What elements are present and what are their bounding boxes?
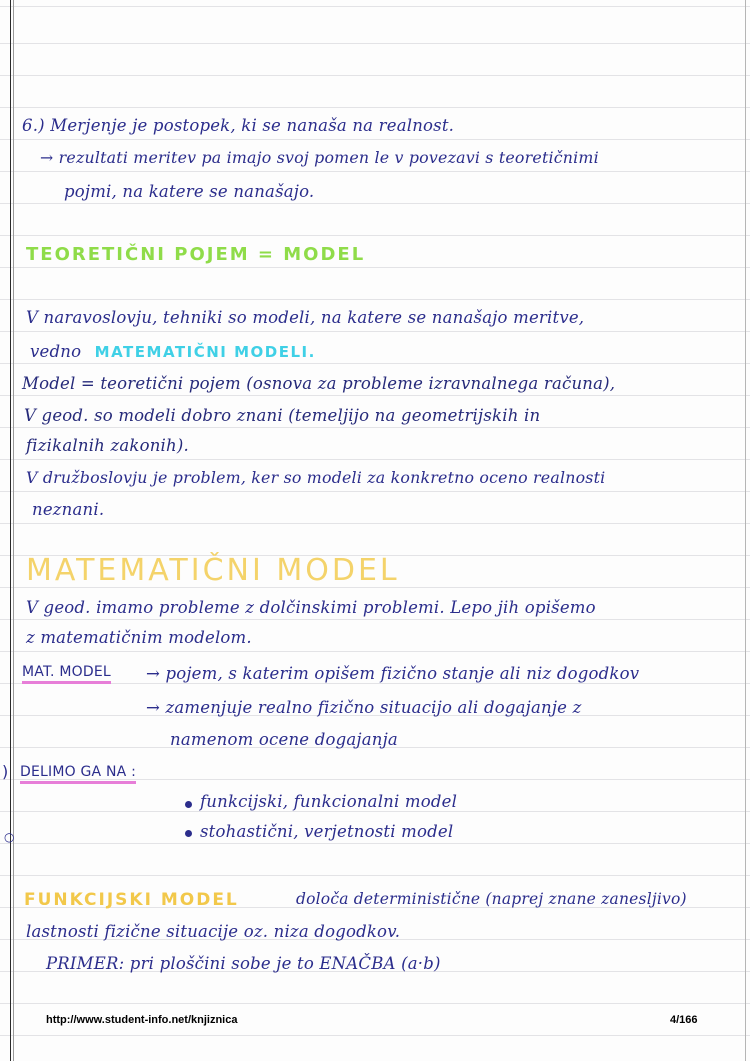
note-line: Model = teoretični pojem (osnova za probleme izravnalnega računa),	[22, 374, 616, 393]
highlight-matematicni-modeli: MATEMATIČNI MODELI.	[94, 343, 316, 361]
delimo-wrap	[20, 764, 136, 780]
note-line: V geod. imamo probleme z dolčinskimi problemi. Lepo jih opišemo	[26, 598, 596, 617]
section-heading-teoreticni-pojem: TEORETIČNI POJEM = MODEL	[26, 244, 366, 265]
margin-line-secondary	[13, 0, 14, 1061]
note-line: namenom ocene dogajanja	[170, 730, 398, 749]
bullet-icon	[185, 830, 192, 837]
note-line: → rezultati meritev pa imajo svoj pomen le v povezavi s teoretičnimi	[40, 148, 599, 167]
note-line: PRIMER: pri ploščini sobe je to ENAČBA (a·b)	[46, 954, 441, 973]
note-line: z matematičnim modelom.	[26, 628, 252, 647]
note-line: določa deterministične (naprej znane zanesljivo)	[296, 890, 687, 908]
section-heading-funkcijski-model: FUNKCIJSKI MODEL	[24, 890, 239, 910]
note-line	[30, 342, 316, 361]
note-line: V družboslovju je problem, ker so modeli za konkretno oceno realnosti	[26, 468, 606, 487]
footer-url: http://www.student-info.net/knjiznica	[46, 1014, 238, 1026]
note-line: → pojem, s katerim opišem fizično stanje ali niz dogodkov	[146, 664, 640, 683]
margin-circle: ○	[4, 830, 15, 844]
bullet-item: funkcijski, funkcionalni model	[200, 792, 458, 811]
delimo-label: DELIMO GA NA :	[20, 764, 136, 784]
margin-line	[10, 0, 11, 1061]
bullet-icon	[185, 801, 192, 808]
section-heading-matematicni-model: MATEMATIČNI MODEL	[26, 553, 400, 588]
note-line: lastnosti fizične situacije oz. niza dogodkov.	[26, 922, 401, 941]
note-text: vedno	[30, 342, 82, 361]
note-line: 6.) Merjenje je postopek, ki se nanaša na realnost.	[22, 116, 455, 135]
margin-bracket: )	[2, 762, 9, 781]
note-line: V naravoslovju, tehniki so modeli, na katere se nanašajo meritve,	[26, 308, 585, 327]
mat-model-label-wrap	[22, 664, 111, 680]
note-line: → zamenjuje realno fizično situacijo ali dogajanje z	[146, 698, 582, 717]
note-line: neznani.	[32, 500, 105, 519]
bullet-item: stohastični, verjetnosti model	[200, 822, 454, 841]
note-line: V geod. so modeli dobro znani (temeljijo na geometrijskih in	[24, 406, 541, 425]
page-edge	[745, 0, 746, 1061]
footer-page-number: 4/166	[670, 1014, 698, 1026]
mat-model-label: MAT. MODEL	[22, 664, 111, 684]
note-line: pojmi, na katere se nanašajo.	[64, 182, 315, 201]
note-line: fizikalnih zakonih).	[26, 436, 189, 455]
